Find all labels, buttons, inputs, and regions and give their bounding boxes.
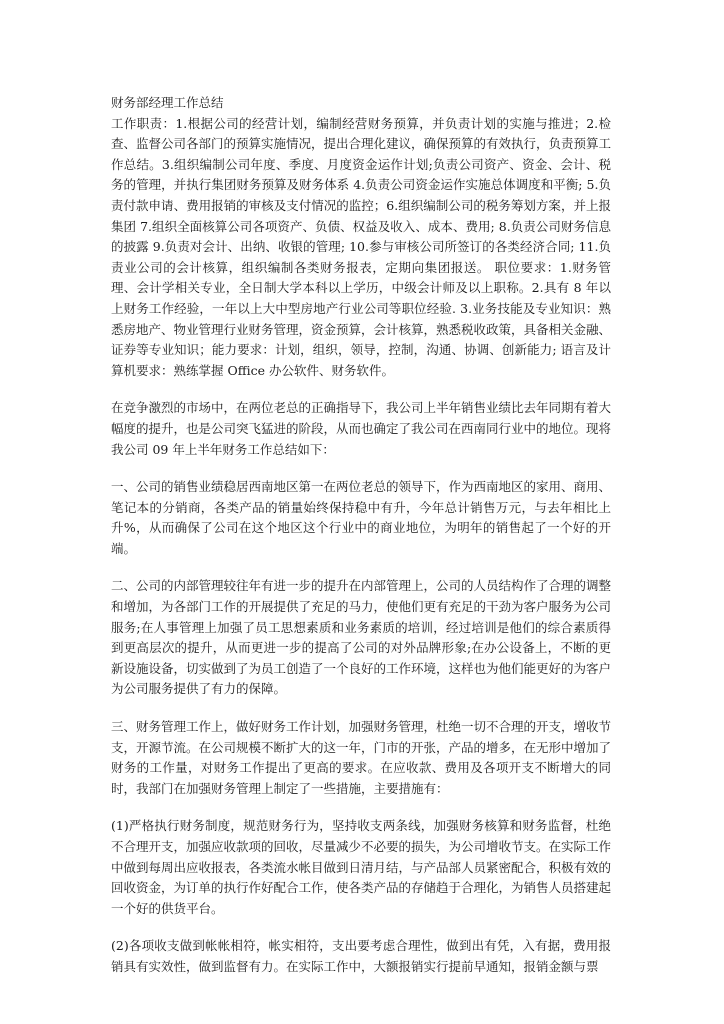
paragraph-gap <box>111 700 611 717</box>
paragraph-gap <box>111 381 611 398</box>
paragraph-section-three: 三、财务管理工作上，做好财务工作计划，加强财务管理，杜绝一切不合理的开支，增收节支，开源节流。在公司规模不断扩大的这一年，门市的开张，产品的增多，在无形中增加了财务的工作量，对财务工作提出了更高的要求。在应收款、费用及各项开支不断增大的同时，我部门在加强财务管理上制定了一些措施，主要措施有： <box>111 719 612 796</box>
paragraph-job-duties: 工作职责：1.根据公司的经营计划，编制经营财务预算，并负责计划的实施与推进；2.检查、监督公司各部门的预算实施情况，提出合理化建议，确保预算的有效执行，负责预算工作总结。3.组织编制公司年度、季度、月度资金运作计划;负责公司资产、资金、会计、税务的管理，并执行集团财务预算及财务体系 4.负责公司资金运作实施总体调度和平衡; 5.负责付款申请、费用报销的审核及支付情况的监控；6.组织编制公司的税务筹划方案，并上报集团 7.组织全面核算公司各项资产、负债、权益及收入、成本、费用; 8.负责公司财务信息的披露 9.负责对会计、出纳、收银的管理; 10.参与审核公司所签订的各类经济合同; 11.负责业公司的会计核算，组织编制各类财务报表，定期向集团报送。 职位要求：1.财务管理、会计学相关专业，全日制大学本科以上学历，中级会计师及以上职称。2.具有 8 年以上财务工作经验，一年以上大中型房地产行业公司等职位经验. 3.业务技能及专业知识：熟悉房地产、物业管理行业财务管理，资金预算，会计核算，熟悉税收政策，具备相关金融、证券等专业知识；能力要求：计划，组织，领导，控制，沟通、协调、创新能力; 语言及计算机要求：熟练掌握 Office 办公软件、财务软件。 <box>111 115 612 378</box>
paragraph-measure-one: (1)严格执行财务制度，规范财务行为，坚持收支两条线，加强财务核算和财务监督，杜绝不合理开支，加强应收款项的回收，尽量减少不必要的损失，为公司增收节支。在实际工作中做到每周出应收报表，各类流水帐目做到日清月结，与产品部人员紧密配合，积极有效的回收资金，为订单的执行作好配合工作，使各类产品的存储趋于合理化，为销售人员搭建起一个好的供货平台。 <box>111 818 612 916</box>
paragraph-gap <box>111 799 611 816</box>
document-body <box>111 93 611 978</box>
document-title: 财务部经理工作总结 <box>111 95 224 110</box>
paragraph-section-two: 二、公司的内部管理较往年有进一步的提升在内部管理上，公司的人员结构作了合理的调整和增加，为各部门工作的开展提供了充足的马力，使他们更有充足的干劲为客户服务为公司服务;在人事管理上加强了员工思想素质和业务素质的培训，经过培训是他们的综合素质得到更高层次的提升，从而更进一步的提高了公司的对外品牌形象;在办公设备上，不断的更新设施设备，切实做到了为员工创造了一个良好的工作环境，这样也为他们能更好的为客户为公司服务提供了有力的保障。 <box>111 578 612 697</box>
paragraph-gap <box>111 919 611 936</box>
paragraph-section-one: 一、公司的销售业绩稳居西南地区第一在两位老总的领导下，作为西南地区的家用、商用、笔记本的分销商，各类产品的销量始终保持稳中有升，今年总计销售万元，与去年相比上升%，从而确保了公司在这个地区这个行业中的商业地位，为明年的销售起了一个好的开端。 <box>111 479 612 556</box>
paragraph-gap <box>111 559 611 576</box>
paragraph-measure-two: (2)各项收支做到帐帐相符，帐实相符，支出要考虑合理性，做到出有凭，入有据，费用报销具有实效性，做到监督有力。在实际工作中，大额报销实行提前早通知，报销金额与票 <box>111 938 611 974</box>
paragraph-gap <box>111 460 611 477</box>
paragraph-intro: 在竞争激烈的市场中，在两位老总的正确指导下，我公司上半年销售业绩比去年同期有着大幅度的提升，也是公司突飞猛进的阶段，从而也确定了我公司在西南同行业中的地位。现将我公司 09 年上半年财务工作总结如下： <box>111 400 612 457</box>
